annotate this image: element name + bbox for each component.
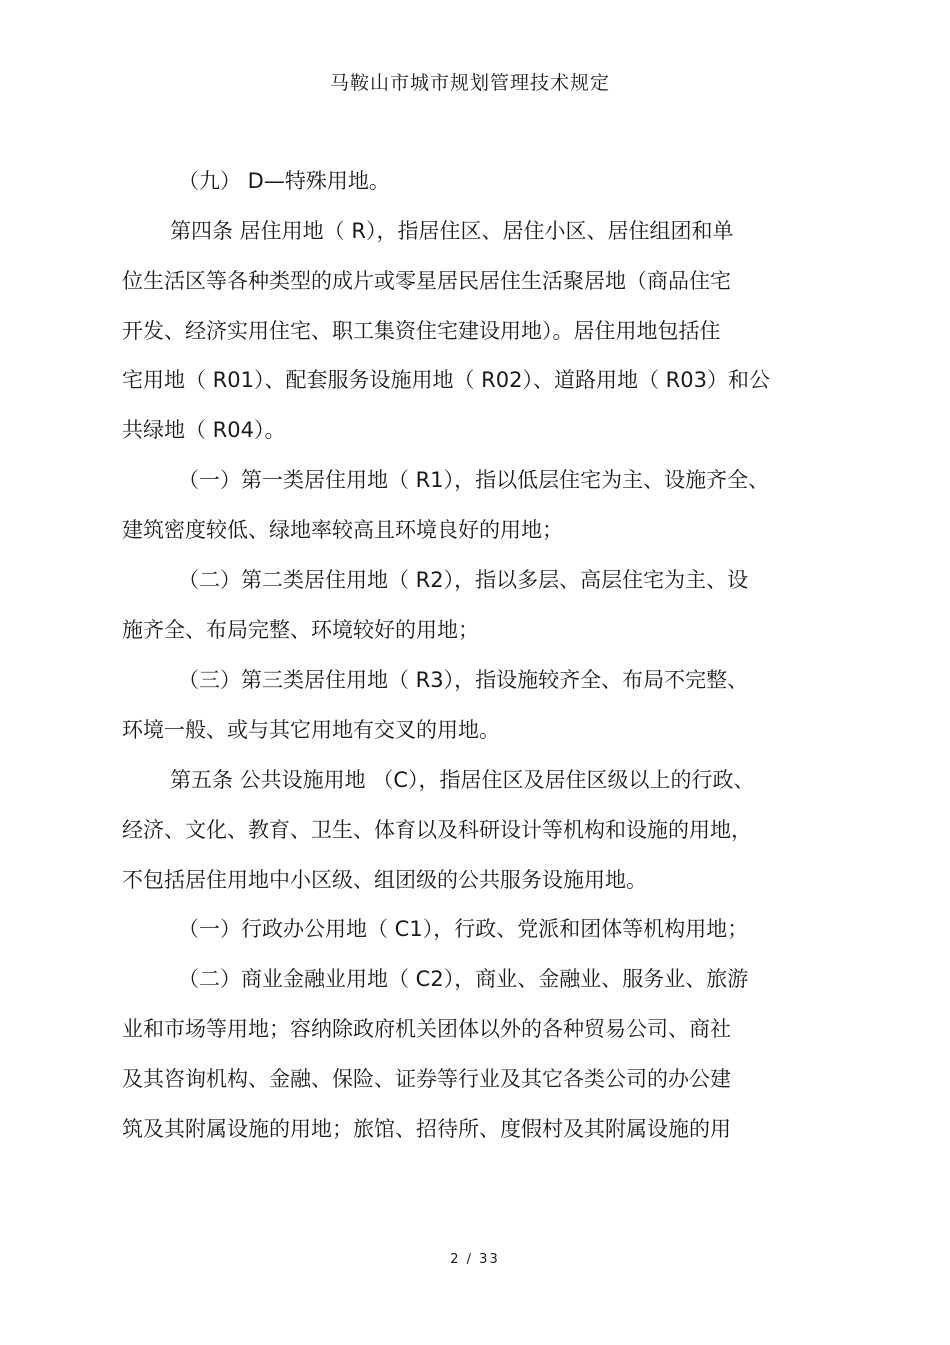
paragraph-line: （九） D—特殊用地。 [178,169,390,193]
paragraph-line: 及其咨询机构、金融、保险、证券等行业及其它各类公司的办公建 [122,1067,731,1091]
paragraph-line: 业和市场等用地；容纳除政府机关团体以外的各种贸易公司、商社 [122,1017,731,1041]
paragraph-line: 第四条 居住用地（ R），指居住区、居住小区、居住组团和单 [170,219,734,243]
paragraph-line: 建筑密度较低、绿地率较高且环境良好的用地； [122,518,563,542]
paragraph-line: 开发、经济实用住宅、职工集资住宅建设用地）。居住用地包括住 [122,319,721,343]
paragraph-line: 环境一般、或与其它用地有交叉的用地。 [122,718,500,742]
paragraph-line: 位生活区等各种类型的成片或零星居民居住生活聚居地（商品住宅 [122,269,731,293]
paragraph-line: 施齐全、布局完整、环境较好的用地； [122,618,479,642]
paragraph-line: 共绿地（ R04）。 [122,418,286,442]
paragraph-line: 经济、文化、教育、卫生、体育以及科研设计等机构和设施的用地， [122,818,752,842]
page-number: 2 / 33 [450,1252,500,1267]
paragraph-line: （一）行政办公用地（ C1），行政、党派和团体等机构用地； [178,917,749,941]
paragraph-line: （三）第三类居住用地（ R3），指设施较齐全、布局不完整、 [178,668,749,692]
paragraph-line: 第五条 公共设施用地 （C），指居住区及居住区级以上的行政、 [170,768,755,792]
paragraph-line: （二）商业金融业用地（ C2），商业、金融业、服务业、旅游 [178,967,749,991]
paragraph-line: 宅用地（ R01）、配套服务设施用地（ R02）、道路用地（ R03）和公 [122,368,770,392]
paragraph-line: 筑及其附属设施的用地；旅馆、招待所、度假村及其附属设施的用 [122,1117,731,1141]
page-header: 马鞍山市城市规划管理技术规定 [329,72,610,94]
paragraph-line: （二）第二类居住用地（ R2），指以多层、高层住宅为主、设 [178,568,749,592]
paragraph-line: 不包括居住用地中小区级、组团级的公共服务设施用地。 [122,868,647,892]
paragraph-line: （一）第一类居住用地（ R1），指以低层住宅为主、设施齐全、 [178,468,770,492]
